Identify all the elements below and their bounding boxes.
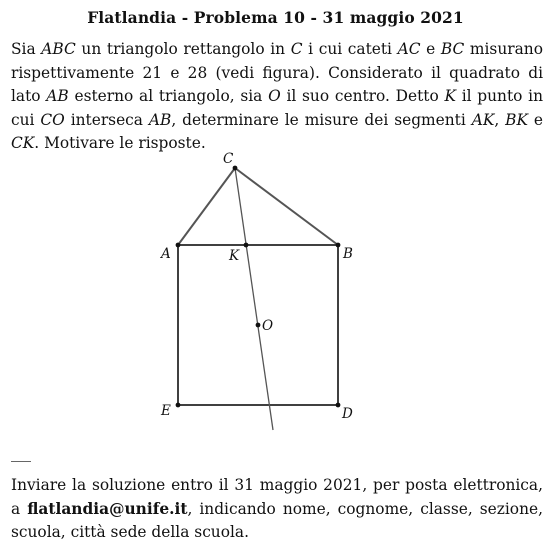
point-b [336,243,341,248]
point-e [176,403,181,408]
label-o: O [262,318,274,334]
submission-instructions: Inviare la soluzione entro il 31 maggio 2021, per posta elettronica, a flatlandia@unife.it, indicando nome, cognome, classe, sezione, scuola, città sede della scuola. [11,476,543,542]
email-link[interactable]: flatlandia@unife.it [27,499,188,518]
label-c: C [223,151,234,167]
point-o [256,323,261,328]
label-a: A [161,246,171,262]
label-e: E [161,403,171,419]
point-a [176,243,181,248]
segment-ac [178,168,235,245]
label-b: B [343,246,353,262]
segment-cb [235,168,338,245]
problem-statement: Sia ABC un triangolo rettangolo in C i cui cateti AC e BC misurano rispettivamente 21 e 28 (vedi figura). Considerato il quadrato di lato AB esterno al triangolo, sia O il suo centro. Detto K il punto in cui CO interseca AB, determinare le misure dei segmenti AK, BK e CK. Motivare le risposte. [11,40,543,153]
line-co [235,168,273,430]
label-k: K [229,248,240,264]
page-title: Flatlandia - Problema 10 - 31 maggio 2021 [87,8,464,27]
point-k [244,243,249,248]
divider [11,461,31,462]
point-d [336,403,341,408]
label-d: D [342,406,353,422]
